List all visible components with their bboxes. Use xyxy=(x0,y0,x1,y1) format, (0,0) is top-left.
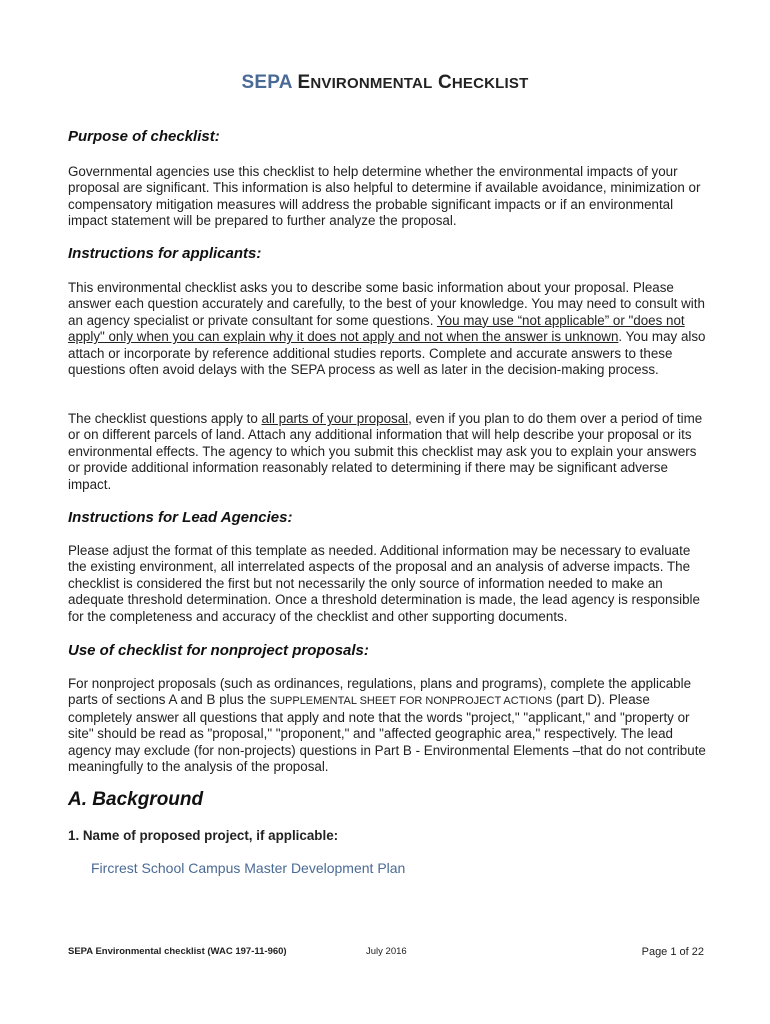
document-title xyxy=(0,72,770,94)
answer-1: Fircrest School Campus Master Development Plan xyxy=(91,860,406,876)
title-environmental: ENVIRONMENTAL xyxy=(297,72,433,93)
purpose-heading: Purpose of checklist: xyxy=(68,128,220,145)
title-checklist: CHECKLIST xyxy=(437,72,529,93)
instructions-lead-paragraph: Please adjust the format of this template as needed. Additional information may be necessary to evaluate the existing environment, all interrelated aspects of the proposal and an analysis of adverse impacts. The checklist is considered the first but not necessarily the only source of information needed to make an adequate threshold determination. Once a threshold determination is made, the lead agency is responsible for the completeness and accuracy of the checklist and other supporting documents. xyxy=(68,543,700,624)
instructions-applicants-paragraph-2: The checklist questions apply to all parts of your proposal, even if you plan to do them over a period of time or on different parcels of land. Attach any additional information that will help describe your proposal or its environmental effects. The agency to which you submit this checklist may ask you to explain your answers or provide additional information reasonably related to determining if there may be significant adverse impact. xyxy=(68,411,703,492)
instructions-lead-heading: Instructions for Lead Agencies: xyxy=(68,509,293,526)
title-sepa: SEPA xyxy=(241,72,292,93)
background-heading: A. Background xyxy=(68,789,204,810)
footer-date: July 2016 xyxy=(366,946,407,957)
nonproject-heading: Use of checklist for nonproject proposals: xyxy=(68,642,369,659)
instructions-applicants-paragraph-1: This environmental checklist asks you to describe some basic information about your proposal. Please answer each question accurately and carefully, to the best of your knowledge. You may need to consult with an agency specialist or private consultant for some questions. You may use “not applicable” or "does not apply" only when you can explain why it does not apply and not when the answer is unknown. You may also attach or incorporate by reference additional studies reports. Complete and accurate answers to these questions often avoid delays with the SEPA process as well as later in the decision-making process. xyxy=(68,280,706,378)
purpose-paragraph: Governmental agencies use this checklist to help determine whether the environmental impacts of your proposal are significant. This information is also helpful to determine if available avoidance, minimization or compensatory mitigation measures will address the probable significant impacts or if an environmental impact statement will be prepared to further analyze the proposal. xyxy=(68,164,701,229)
question-1: 1. Name of proposed project, if applicable: xyxy=(68,828,339,843)
instructions-applicants-heading: Instructions for applicants: xyxy=(68,245,262,262)
footer-page-number: Page 1 of 22 xyxy=(641,946,704,958)
footer-title: SEPA Environmental checklist (WAC 197-11-960) xyxy=(68,946,287,957)
nonproject-paragraph: For nonproject proposals (such as ordinances, regulations, plans and programs), complete the applicable parts of sections A and B plus the SUPPLEMENTAL SHEET FOR NONPROJECT ACTIONS (part D). Please completely answer all questions that apply and note that the words "project," "applicant," and "property or site" should be read as "proposal," "proponent," and "affected geographic area," respectively. The lead agency may exclude (for non-projects) questions in Part B - Environmental Elements –that do not contribute meaningfully to the analysis of the proposal. xyxy=(68,676,706,775)
